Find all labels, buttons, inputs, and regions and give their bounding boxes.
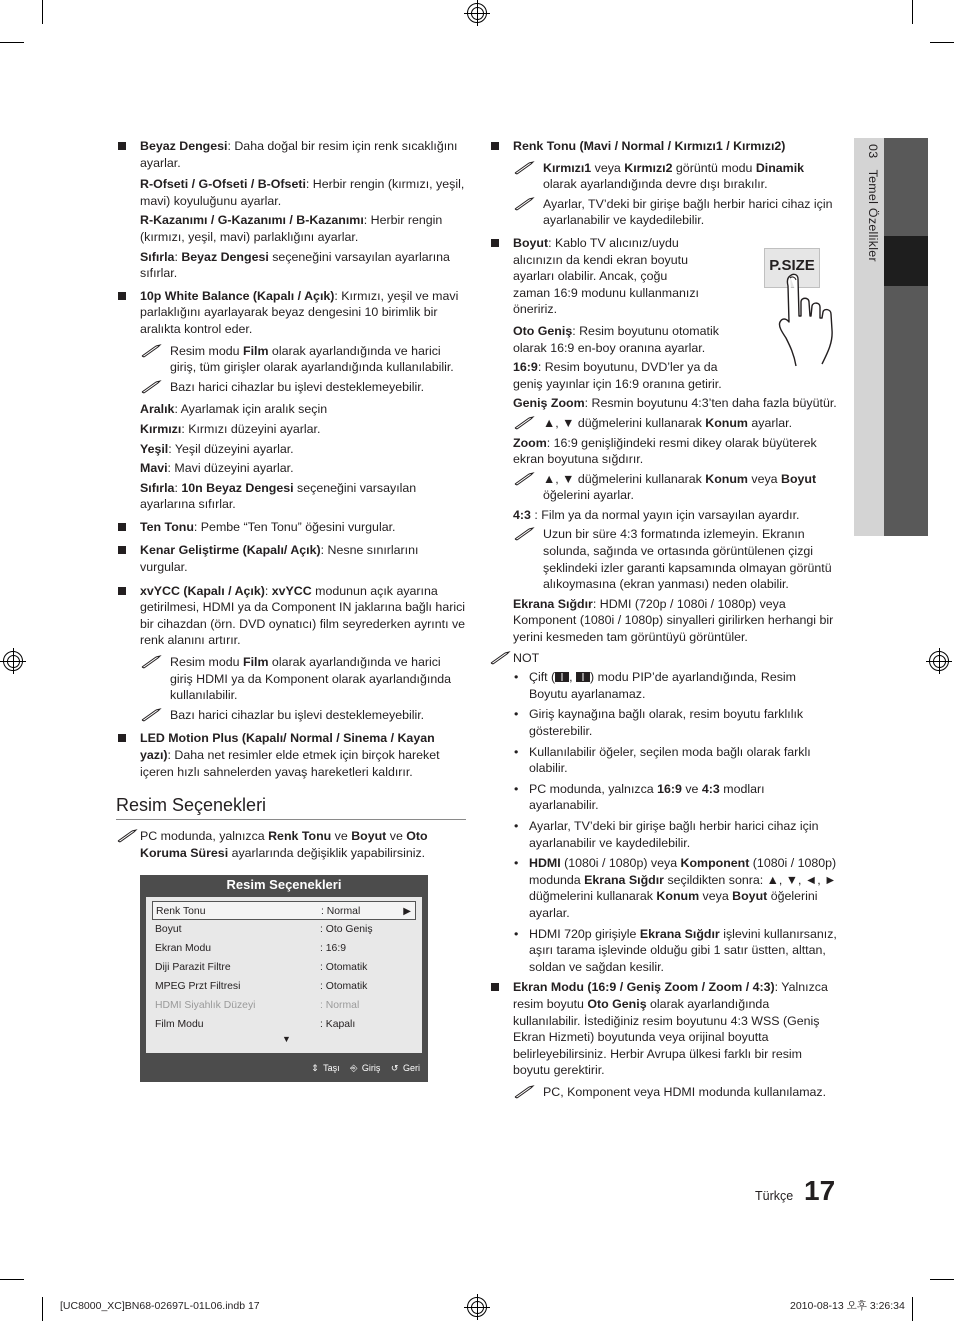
crop-mark	[930, 1279, 954, 1280]
note-icon	[140, 344, 162, 358]
osd-row: Diji Parazit Filtre : Otomatik	[155, 962, 368, 974]
sub-yesil: Yeşil: Yeşil düzeyini ayarlar.	[140, 441, 294, 456]
chapter-tab-label: 03 Temel Özellikler	[866, 144, 880, 262]
enter-icon: ⎆	[350, 1063, 358, 1074]
item-renk-tonu: Renk Tonu (Mavi / Normal / Kırmızı1 / Kırmızı2)	[489, 138, 837, 155]
osd-row: Renk Tonu : Normal ▶	[152, 901, 416, 920]
note: ▲, ▼ düğmelerini kullanarak Konum veya Boyut öğelerini ayarlar.	[489, 471, 837, 504]
osd-enter-label: Giriş	[361, 1063, 381, 1074]
sub-ekrana-sigdir: Ekrana Sığdır: HDMI (720p / 1080i / 1080p) veya Komponent (1080i / 1080p) sinyalleri girilirken herhangi bir yerini kesmeden tam görüntüyü görüntüler.	[513, 596, 834, 645]
pip-double-icon	[555, 672, 569, 682]
pointing-hand-icon	[778, 272, 844, 370]
registration-mark-icon	[467, 1297, 487, 1317]
list-item: • Çift ( , ) modu PIP’de ayarlandığında, Resim Boyutu ayarlanamaz.	[489, 669, 837, 702]
arrow-right-icon: ▶	[403, 906, 411, 918]
crop-mark	[42, 1297, 43, 1321]
crop-mark	[912, 1297, 913, 1321]
psize-label: P.SIZE	[769, 257, 815, 274]
registration-mark-icon	[467, 3, 487, 23]
move-icon: ⇕	[311, 1063, 319, 1074]
note-icon	[140, 708, 162, 722]
return-icon: ↺	[390, 1063, 399, 1074]
chapter-tab-dark	[884, 138, 928, 536]
sub-zoom: Zoom: 16:9 genişliğindeki resmi dikey olarak büyüterek ekran boyutuna sığdırır.	[513, 435, 817, 467]
note-icon	[513, 416, 535, 430]
note: Bazı harici cihazlar bu işlevi desteklemeyebilir.	[116, 707, 466, 724]
list-item: • Kullanılabilir öğeler, seçilen moda bağlı olarak farklı olabilir.	[489, 744, 837, 777]
item-xvycc: xvYCC (Kapalı / Açık): xvYCC modunun açık ayarına getirilmesi, HDMI ya da Component IN jaklarına bağlı harici bir cihazdan (örn. DVD oynatıcı) film seyrederken ayrıntı ve renk alanını artırır.	[116, 583, 466, 649]
note: Resim modu Film olarak ayarlandığında ve harici giriş, tüm girişler olarak ayarlandığında kullanılabilir.	[116, 343, 466, 376]
sub-aralik: Aralık: Ayarlamak için aralık seçin	[140, 402, 328, 417]
osd-row: MPEG Przt Filtresi : Otomatik	[155, 981, 368, 993]
note-icon	[513, 197, 535, 211]
crop-mark	[0, 1279, 24, 1280]
list-item: • PC modunda, yalnızca 16:9 ve 4:3 modları ayarlanabilir.	[489, 781, 837, 814]
item-beyaz-dengesi: Beyaz Dengesi: Daha doğal bir resim için renk sıcaklığını ayarlar.	[116, 138, 466, 171]
item-ekran-modu: Ekran Modu (16:9 / Geniş Zoom / Zoom / 4:3): Yalnızca resim boyutu Oto Geniş olarak ayarlandığında kullanılabilir. İstediğiniz resim boyutunu 4:3 WSS (Geniş Ekran Hizmeti) boyutunda veya orijinal boyutta belirleyebilirsiniz. Herbir Avrupa ülkesi farklı bir resim boyutu gerektirir.	[489, 979, 837, 1079]
note-icon	[140, 655, 162, 669]
list-item: • HDMI (1080i / 1080p) veya Komponent (1080i / 1080p) modunda Ekrana Sığdır seçildikten sonra: ▲, ▼, ◄, ► düğmelerini kullanarak Konum veya Boyut öğelerini ayarlar.	[489, 855, 837, 921]
note: Resim modu Film olarak ayarlandığında ve harici giriş HDMI ya da Komponent olarak ayarlandığında kullanılabilir.	[116, 654, 466, 704]
list-item: • HDMI 720p girişiyle Ekrana Sığdır işlevini kullanırsanız, aşırı tarama işlevinde olduğu gibi 1 satır üstten, alttan, soldan ve sağdan kesilir.	[489, 926, 837, 976]
osd-row: Boyut : Oto Geniş	[155, 924, 373, 936]
note: Kırmızı1 veya Kırmızı2 görüntü modu Dinamik olarak ayarlandığında devre dışı bırakılır.	[489, 160, 837, 193]
note-icon	[489, 651, 511, 665]
item-kenar-gelistirme: Kenar Geliştirme (Kapalı/ Açık): Nesne sınırlarını vurgular.	[116, 542, 466, 575]
scroll-down-icon: ▼	[282, 1034, 291, 1045]
pip-double-icon-alt	[576, 672, 590, 682]
not-heading: NOT	[489, 650, 837, 667]
sub-kazanim: R-Kazanımı / G-Kazanımı / B-Kazanımı: Herbir rengin (kırmızı, yeşil, mavi) parlaklığını ayarlar.	[140, 213, 443, 244]
note-icon	[513, 1085, 535, 1099]
note-icon	[513, 161, 535, 175]
osd-back-label: Geri	[402, 1063, 420, 1074]
footer-language: Türkçe	[755, 1189, 794, 1203]
crop-mark	[930, 42, 954, 43]
osd-row: Film Modu : Kapalı	[155, 1019, 356, 1031]
osd-list	[146, 897, 422, 1053]
note-icon	[513, 527, 535, 541]
sub-oto-genis: Oto Geniş: Resim boyutunu otomatik olarak 16:9 en-boy oranına ayarlar.	[513, 323, 719, 355]
osd-move-label: Taşı	[323, 1063, 340, 1074]
item-ten-tonu: Ten Tonu: Pembe “Ten Tonu” öğesini vurgular.	[116, 519, 466, 536]
registration-mark-icon	[3, 651, 23, 671]
osd-row: Ekran Modu : 16:9	[155, 943, 346, 955]
sub-sifirla: Sıfırla: Beyaz Dengesi seçeneğini varsayılan ayarlarına sıfırlar.	[140, 249, 450, 281]
note-icon	[116, 829, 138, 843]
item-led-motion-plus: LED Motion Plus (Kapalı/ Normal / Sinema / Kayan yazı): Daha net resimler elde etmek için birçok hareket içeren hızlı sahnelerden yavaş hareketleri kaldırır.	[116, 730, 466, 780]
note: ▲, ▼ düğmelerini kullanarak Konum ayarlar.	[489, 415, 837, 432]
sub-kirmizi: Kırmızı: Kırmızı düzeyini ayarlar.	[140, 421, 321, 436]
sub-genis-zoom: Geniş Zoom: Resmin boyutunu 4:3’ten daha fazla büyütür.	[513, 396, 837, 411]
osd-menu-screenshot	[140, 875, 428, 1082]
item-10p-white-balance: 10p White Balance (Kapalı / Açık): Kırmızı, yeşil ve mavi parlaklığını ayarlayarak beyaz dengesini 10 birimlik bir aralıkta kontrol eder.	[116, 288, 466, 338]
slug-left: [UC8000_XC]BN68-02697L-01L06.indb 17	[60, 1300, 260, 1312]
crop-mark	[0, 42, 24, 43]
section-title: Resim Seçenekleri	[116, 794, 466, 820]
list-item: • Ayarlar, TV’deki bir girişe bağlı herbir harici cihaz için ayarlanabilir ve kaydedilebilir.	[489, 818, 837, 851]
slug-right: 2010-08-13 오후 3:26:34	[790, 1300, 905, 1312]
registration-mark-icon	[929, 651, 949, 671]
left-column	[116, 138, 466, 1082]
sub-16-9: 16:9: Resim boyutunu, DVD’ler ya da geniş yayınlar için 16:9 oranına getirir.	[513, 360, 722, 391]
sub-mavi: Mavi: Mavi düzeyini ayarlar.	[140, 461, 294, 476]
osd-title: Resim Seçenekleri	[226, 877, 342, 893]
sub-4-3: 4:3 : Film ya da normal yayın için varsayılan ayardır.	[513, 507, 800, 522]
osd-row: HDMI Siyahlık Düzeyi : Normal	[155, 1000, 360, 1012]
sub-sifirla-10n: Sıfırla: 10n Beyaz Dengesi seçeneğini varsayılan ayarlarına sıfırlar.	[140, 480, 417, 512]
note-icon	[513, 472, 535, 486]
chapter-tab-marker	[884, 236, 928, 286]
note: Bazı harici cihazlar bu işlevi desteklemeyebilir.	[116, 379, 466, 396]
section-note: PC modunda, yalnızca Renk Tonu ve Boyut ve Oto Koruma Süresi ayarlarında değişiklik yapabilirsiniz.	[116, 828, 466, 861]
list-item: • Giriş kaynağına bağlı olarak, resim boyutu farklılık gösterebilir.	[489, 706, 837, 739]
osd-footer	[303, 1062, 420, 1074]
note: Uzun bir süre 4:3 formatında izlemeyin. Ekranın solunda, sağında ve ortasında görüntülenen çizgi şeklindeki izler garanti kapsamında olmayan görüntü alıkoymasına (ekran yanması) neden olabilir.	[489, 526, 837, 592]
crop-mark	[912, 0, 913, 24]
page-number: 17	[804, 1175, 836, 1206]
note: PC, Komponent veya HDMI modunda kullanılamaz.	[489, 1084, 837, 1101]
item-boyut: Boyut: Kablo TV alıcınız/uydu alıcınızın da kendi ekran boyutu ayarları olabilir. Ancak, çoğu zaman 16:9 modunu kullanmanızı öneririz.	[489, 235, 837, 318]
note-icon	[140, 380, 162, 394]
crop-mark	[42, 0, 43, 24]
note: Ayarlar, TV’deki bir girişe bağlı herbir harici cihaz için ayarlanabilir ve kaydedilebilir.	[489, 196, 837, 229]
sub-ofset: R-Ofseti / G-Ofseti / B-Ofseti: Herbir rengin (kırmızı, yeşil, mavi) koyuluğunu ayarlar.	[140, 177, 465, 208]
